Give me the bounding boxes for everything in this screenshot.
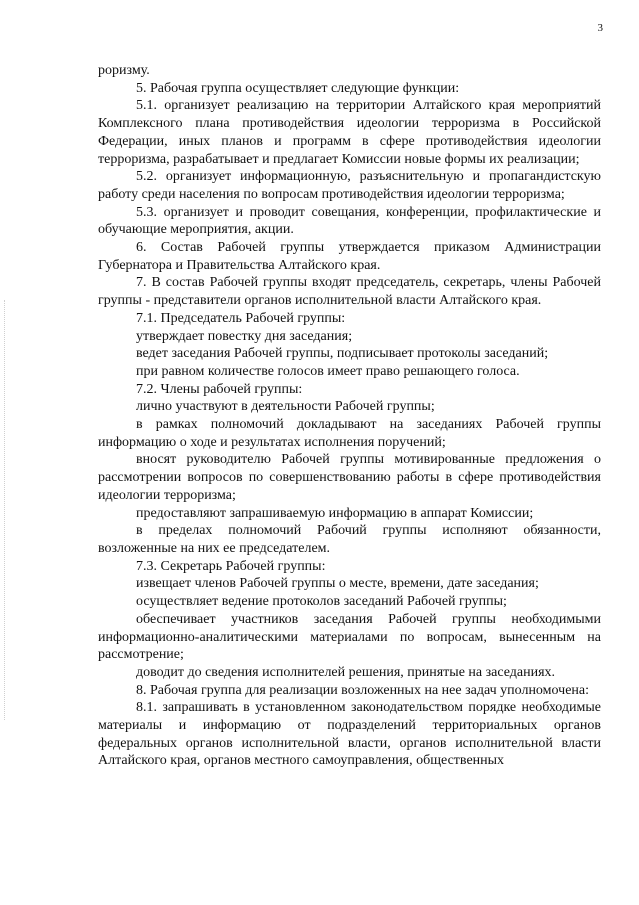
paragraph-7-1: 7.1. Председатель Рабочей группы: [136,310,346,326]
document-body [98,62,601,770]
paragraph-7-2-item: лично участвуют в деятельности Рабочей группы; [136,399,435,415]
paragraph-7-1-item: при равном количестве голосов имеет право решающего голоса. [136,363,520,379]
paragraph-7-1-item: утверждает повестку дня заседания; [136,328,353,344]
paragraph-7-3-item: извещает членов Рабочей группы о месте, времени, дате заседания; [136,576,539,592]
paragraph-7-2-item: в пределах полномочий Рабочий группы исполняют обязанности, возложенные на них ее председателем. [98,523,601,556]
paragraph-6: 6. Состав Рабочей группы утверждается приказом Администрации Губернатора и Правительства Алтайского края. [98,240,601,273]
paragraph-continuation: роризму. [98,63,150,78]
paragraph-7-3-item: обеспечивает участников заседания Рабочей группы необходимыми информационно-аналитическими материалами по вопросам, вынесенным на рассмотрение; [98,611,601,663]
paragraph-7-3-item: осуществляет ведение протоколов заседаний Рабочей группы; [136,594,507,610]
paragraph-7-2-item: в рамках полномочий докладывают на заседаниях Рабочей группы информацию о ходе и результатах исполнения поручений; [98,417,601,450]
paragraph-5-3: 5.3. организует и проводит совещания, конференции, профилактические и обучающие мероприятия, акции. [98,204,601,238]
paragraph-7-2-item: предоставляют запрашиваемую информацию в аппарат Комиссии; [136,505,534,521]
paragraph-7-3-item: доводит до сведения исполнителей решения, принятые на заседаниях. [136,664,556,680]
paragraph-7-2-item: вносят руководителю Рабочей группы мотивированные предложения о рассмотрении вопросов по совершенствованию работы в сфере противодействия идеологии терроризма; [98,452,601,503]
paragraph-5-2: 5.2. организует информационную, разъяснительную и пропагандистскую работу среди населения по вопросам противодействия идеологии терроризма; [98,169,601,202]
paragraph-7-3: 7.3. Секретарь Рабочей группы: [136,558,326,574]
paragraph-7: 7. В состав Рабочей группы входят председатель, секретарь, члены Рабочей группы - представители органов исполнительной власти Алтайского края. [98,275,601,309]
paragraph-7-2: 7.2. Члены рабочей группы: [136,381,303,397]
paragraph-8-1: 8.1. запрашивать в установленном законодательством порядке необходимые материалы и информацию от подразделений территориальных органов федеральных органов исполнительной власти, органов исполнительной власти Алтайского края, органов местного самоуправления, общественных [98,700,601,769]
paragraph-5-1: 5.1. организует реализацию на территории Алтайского края мероприятий Комплексного плана противодействия идеологии терроризма в Российской Федерации, иных планов и программ в сфере противодействия идеологии терроризма, разрабатывает и предлагает Комиссии новые формы их реализации; [98,98,601,167]
paragraph-5: 5. Рабочая группа осуществляет следующие функции: [136,80,460,96]
paragraph-8: 8. Рабочая группа для реализации возложенных на нее задач уполномочена: [136,682,590,698]
scan-edge-mark [4,300,7,720]
page-number: 3 [597,22,603,34]
paragraph-7-1-item: ведет заседания Рабочей группы, подписывает протоколы заседаний; [136,346,549,362]
